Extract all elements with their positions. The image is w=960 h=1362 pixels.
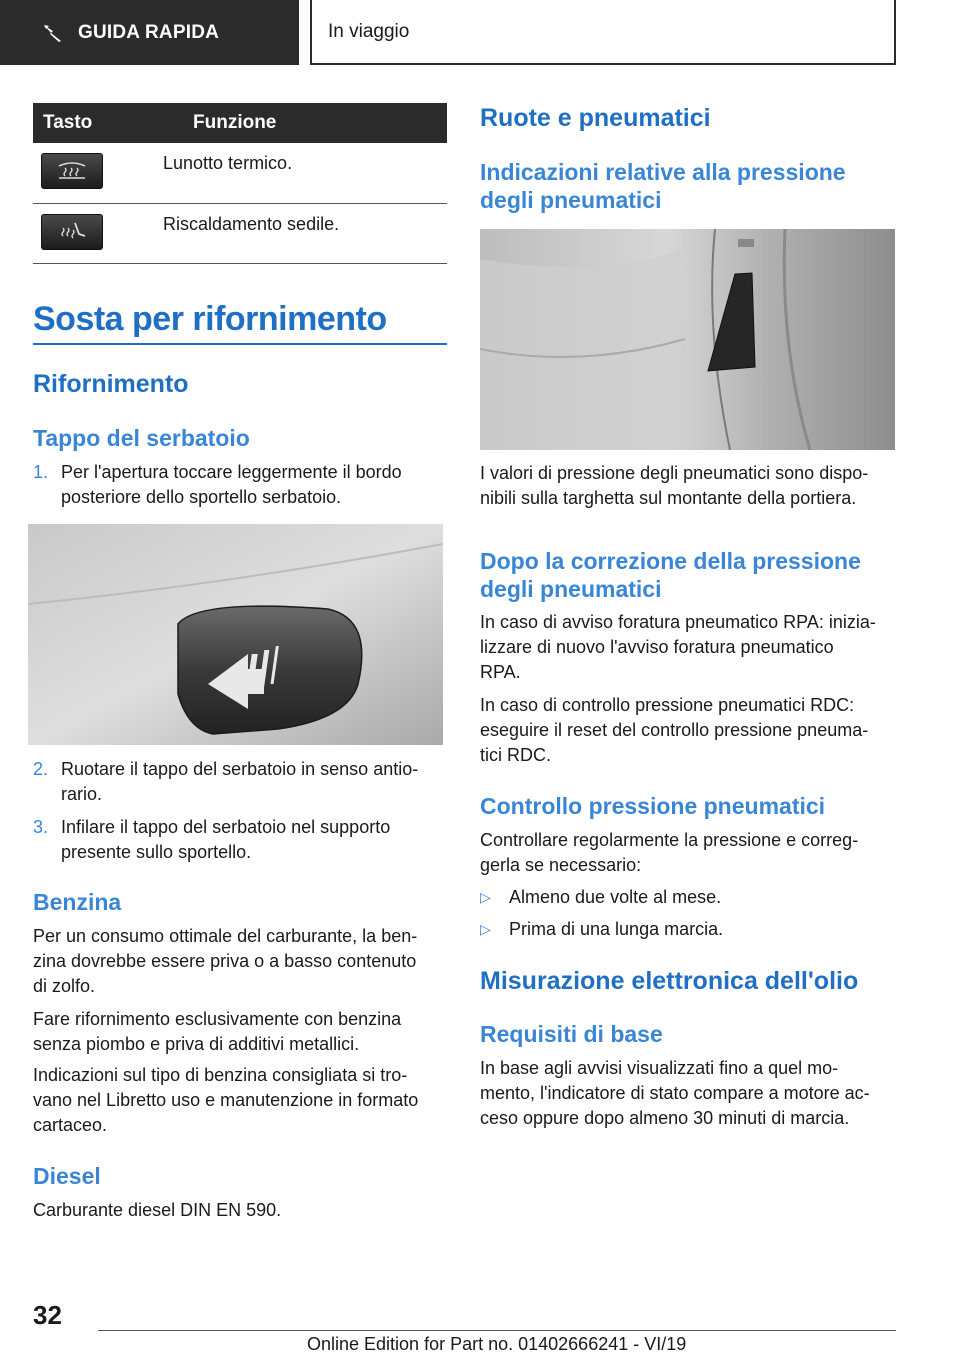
heading-wheels: Ruote e pneumatici <box>480 104 711 132</box>
page-number: 32 <box>33 1300 62 1330</box>
heading-requirements: Requisiti di base <box>480 1021 663 1047</box>
bullet-triangle-icon: ▷ <box>480 889 491 905</box>
footer-rule <box>98 1330 896 1331</box>
paragraph: I valori di pressione degli pneumatici sono dispo‐ nibili sulla targhetta sul montante della portiera. <box>480 463 869 508</box>
heading-refuel: Sosta per rifornimento <box>33 300 387 338</box>
table-header-function: Funzione <box>163 103 447 143</box>
bullet-triangle-icon: ▷ <box>480 921 491 937</box>
key-function-table <box>33 103 447 264</box>
heading-tire-pressure-info: Indicazioni relative alla pressione degli pneumatici <box>480 159 846 213</box>
heading-oil-measurement: Misurazione elettronica dell'olio <box>480 967 859 995</box>
heading-after-correction: Dopo la correzione della pressione degli pneumatici <box>480 548 861 602</box>
door-pillar-photo <box>480 229 895 450</box>
fuel-cap-photo <box>28 524 443 745</box>
paragraph: In base agli avvisi visualizzati fino a quel mo‐ mento, l'indicatore di stato compare a motore ac‐ ceso oppure dopo almeno 30 minuti di marcia. <box>480 1058 870 1128</box>
quick-guide-icon <box>42 22 64 44</box>
heading-rifornimento: Rifornimento <box>33 370 189 398</box>
chapter-tab-label: GUIDA RAPIDA <box>78 21 220 43</box>
table-cell-function: Lunotto termico. <box>163 143 447 203</box>
paragraph: Carburante diesel DIN EN 590. <box>33 1200 282 1220</box>
section-header <box>310 0 896 65</box>
paragraph: In caso di avviso foratura pneumatico RPA: inizia‐ lizzare di nuovo l'avviso foratura pneumatico RPA. <box>480 612 876 682</box>
paragraph: Fare rifornimento esclusivamente con benzina senza piombo e priva di additivi metallici. <box>33 1009 402 1054</box>
paragraph: Indicazioni sul tipo di benzina consigliata si tro‐ vano nel Libretto uso e manutenzione in formato cartaceo. <box>33 1065 419 1135</box>
seat-heating-icon <box>41 214 103 250</box>
heading-petrol: Benzina <box>33 889 122 915</box>
table-row <box>33 143 447 203</box>
table-cell-function: Riscaldamento sedile. <box>163 203 447 263</box>
table-row <box>33 203 447 263</box>
paragraph: Per un consumo ottimale del carburante, la ben‐ zina dovrebbe essere priva o a basso contenuto di zolfo. <box>33 926 418 996</box>
chapter-tab[interactable] <box>0 0 299 65</box>
paragraph: In caso di controllo pressione pneumatici RDC: eseguire il reset del controllo pressione pneuma‐ tici RDC. <box>480 695 869 765</box>
table-header-key: Tasto <box>33 103 163 143</box>
rear-defrost-icon <box>41 153 103 189</box>
footer-edition: Online Edition for Part no. 01402666241 - VI/19 <box>307 1334 687 1354</box>
heading-pressure-check: Controllo pressione pneumatici <box>480 793 826 819</box>
heading-diesel: Diesel <box>33 1163 101 1189</box>
heading-fuel-cap: Tappo del serbatoio <box>33 425 250 451</box>
paragraph: Controllare regolarmente la pressione e correg‐ gerla se necessario: <box>480 830 859 875</box>
heading-rule <box>33 343 447 345</box>
section-label: In viaggio <box>328 20 410 42</box>
